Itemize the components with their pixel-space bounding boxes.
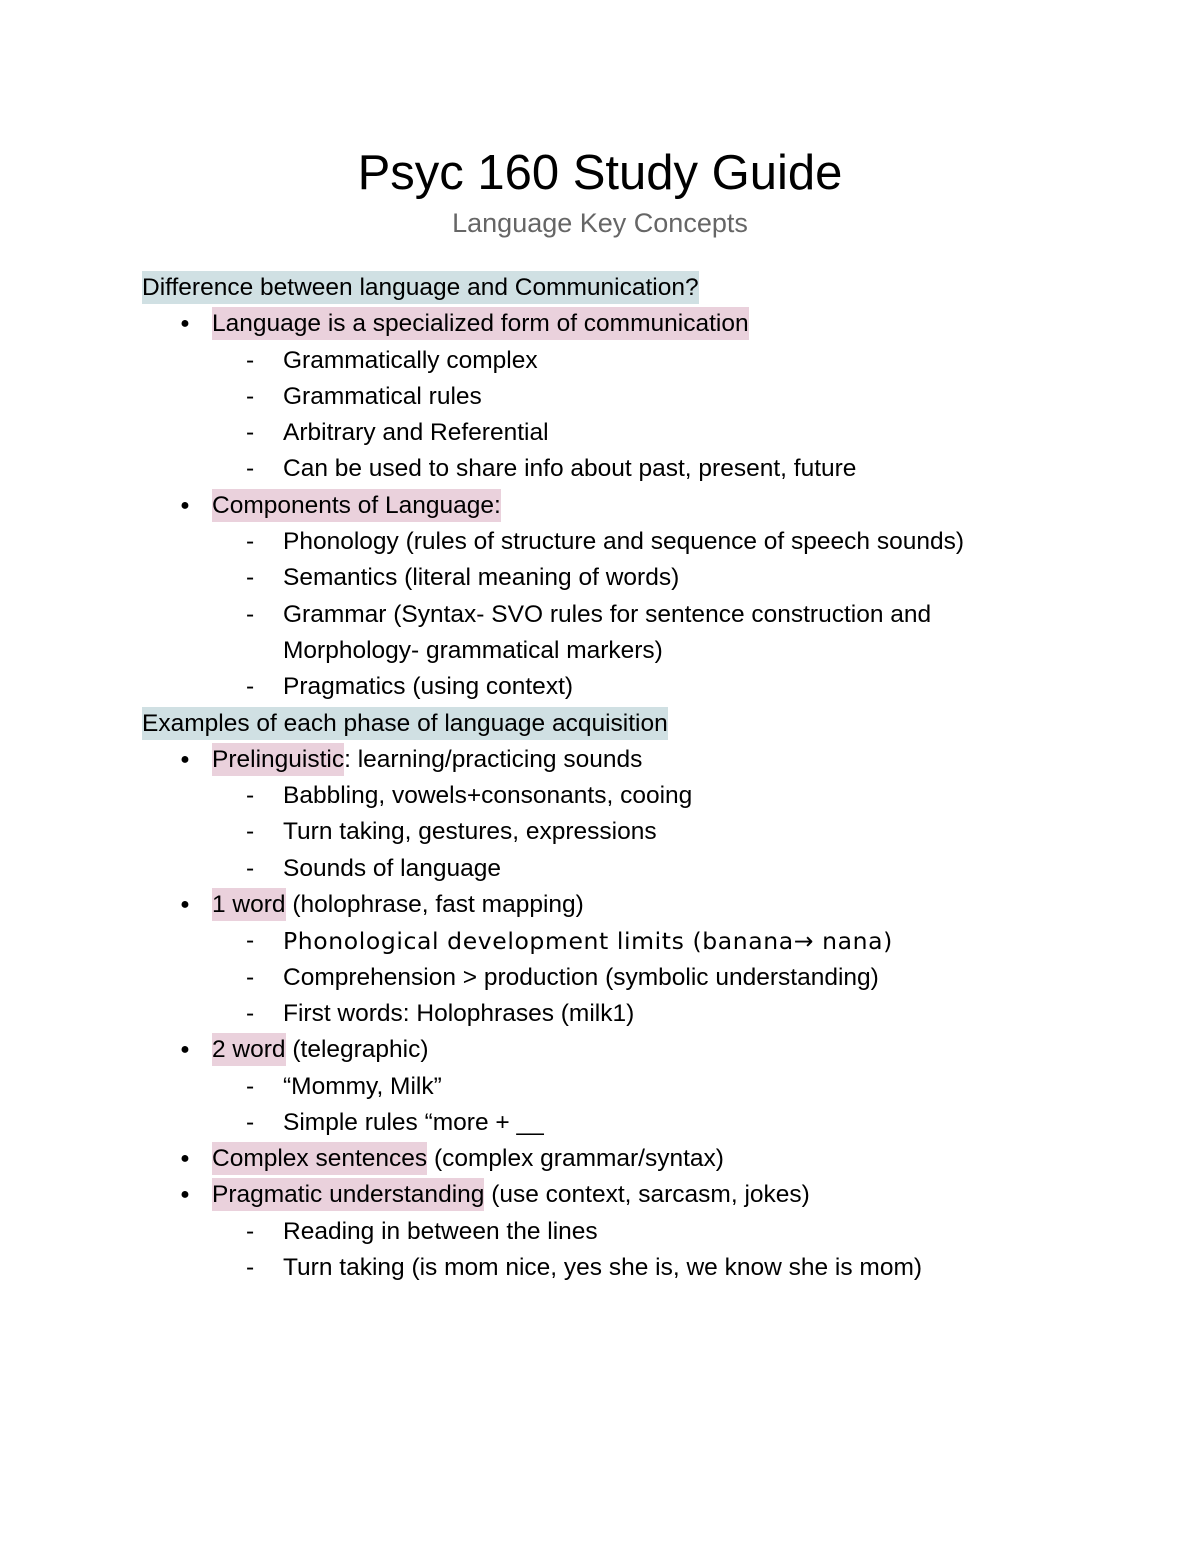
bullet-icon: ● <box>180 750 190 768</box>
sub-item <box>0 415 1200 451</box>
page-subtitle: Language Key Concepts <box>452 208 748 238</box>
sub-item-text: Can be used to share info about past, present, future <box>283 455 857 483</box>
highlighted-term: Language is a specialized form of communication <box>212 307 749 340</box>
sub-item-text: Phonological development limits (banana→ nana) <box>283 927 893 956</box>
bullet-text: (holophrase, fast mapping) <box>285 891 584 919</box>
highlighted-term: 1 word <box>212 888 286 921</box>
dash-icon: - <box>246 382 255 410</box>
bullet-icon: ● <box>180 1186 190 1204</box>
heading-text: Examples of each phase of language acquisition <box>142 707 668 740</box>
bullet-item <box>0 1032 1200 1068</box>
highlighted-term: Complex sentences <box>212 1142 427 1175</box>
sub-item <box>0 851 1200 887</box>
sub-item-text: Semantics (literal meaning of words) <box>283 564 680 592</box>
bullet-text: (use context, sarcasm, jokes) <box>484 1181 810 1209</box>
bullet-text: (complex grammar/syntax) <box>427 1145 724 1173</box>
sub-item <box>0 669 1200 705</box>
sub-item-continuation <box>0 633 1200 669</box>
sub-item <box>0 560 1200 596</box>
dash-icon: - <box>246 818 255 846</box>
dash-icon: - <box>246 419 255 447</box>
sub-item <box>0 1069 1200 1105</box>
sub-item-text: Sounds of language <box>283 854 501 882</box>
dash-icon: - <box>246 927 255 955</box>
bullet-item <box>0 1177 1200 1213</box>
heading-text: Difference between language and Communication? <box>142 271 699 304</box>
sub-item <box>0 996 1200 1032</box>
bullet-icon: ● <box>180 896 190 914</box>
bullet-item <box>0 488 1200 524</box>
sub-item <box>0 451 1200 487</box>
sub-item-text: Babbling, vowels+consonants, cooing <box>283 782 693 810</box>
dash-icon: - <box>246 782 255 810</box>
sub-item-text: Reading in between the lines <box>283 1217 598 1245</box>
bullet-item <box>0 742 1200 778</box>
bullet-icon: ● <box>180 1150 190 1168</box>
bullet-text: (telegraphic) <box>285 1036 429 1064</box>
dash-icon: - <box>246 963 255 991</box>
sub-item-text: “Mommy, Milk” <box>283 1072 442 1100</box>
sub-item-text: Turn taking, gestures, expressions <box>283 818 657 846</box>
sub-item <box>0 524 1200 560</box>
bullet-icon: ● <box>180 315 190 333</box>
document-body <box>0 270 1200 1286</box>
sub-item-text: Phonology (rules of structure and sequence of speech sounds) <box>283 528 964 556</box>
sub-item <box>0 778 1200 814</box>
sub-item-text: Grammar (Syntax- SVO rules for sentence construction and <box>283 600 932 628</box>
highlighted-term: 2 word <box>212 1033 286 1066</box>
sub-item-text: Comprehension > production (symbolic understanding) <box>283 963 879 991</box>
page-title: Psyc 160 Study Guide <box>357 146 843 200</box>
sub-item <box>0 1250 1200 1286</box>
dash-icon: - <box>246 1254 255 1282</box>
highlighted-term: Components of Language: <box>212 489 501 522</box>
sub-item <box>0 814 1200 850</box>
bullet-item <box>0 306 1200 342</box>
sub-item <box>0 1105 1200 1141</box>
bullet-icon: ● <box>180 1041 190 1059</box>
sub-item-text: Grammatically complex <box>283 346 538 374</box>
sub-item-text: Grammatical rules <box>283 382 482 410</box>
sub-item-text: Simple rules “more + __ <box>283 1108 544 1136</box>
sub-item-text: Pragmatics (using context) <box>283 673 574 701</box>
dash-icon: - <box>246 854 255 882</box>
bullet-item <box>0 1141 1200 1177</box>
sub-item-text: First words: Holophrases (milk1) <box>283 999 635 1027</box>
bullet-text: : learning/practicing sounds <box>344 745 643 773</box>
dash-icon: - <box>246 528 255 556</box>
section-heading <box>0 270 1200 306</box>
sub-item-text: Turn taking (is mom nice, yes she is, we know she is mom) <box>283 1254 923 1282</box>
bullet-item <box>0 887 1200 923</box>
dash-icon: - <box>246 455 255 483</box>
highlighted-term: Prelinguistic <box>212 743 344 776</box>
sub-item <box>0 923 1200 959</box>
section-heading <box>0 706 1200 742</box>
sub-item <box>0 597 1200 633</box>
dash-icon: - <box>246 600 255 628</box>
dash-icon: - <box>246 346 255 374</box>
bullet-icon: ● <box>180 496 190 514</box>
dash-icon: - <box>246 1108 255 1136</box>
sub-item <box>0 960 1200 996</box>
highlighted-term: Pragmatic understanding <box>212 1178 484 1211</box>
dash-icon: - <box>246 673 255 701</box>
sub-item-text: Morphology- grammatical markers) <box>283 636 663 664</box>
dash-icon: - <box>246 999 255 1027</box>
sub-item <box>0 1214 1200 1250</box>
dash-icon: - <box>246 564 255 592</box>
dash-icon: - <box>246 1072 255 1100</box>
sub-item <box>0 379 1200 415</box>
dash-icon: - <box>246 1217 255 1245</box>
sub-item <box>0 343 1200 379</box>
sub-item-text: Arbitrary and Referential <box>283 419 549 447</box>
